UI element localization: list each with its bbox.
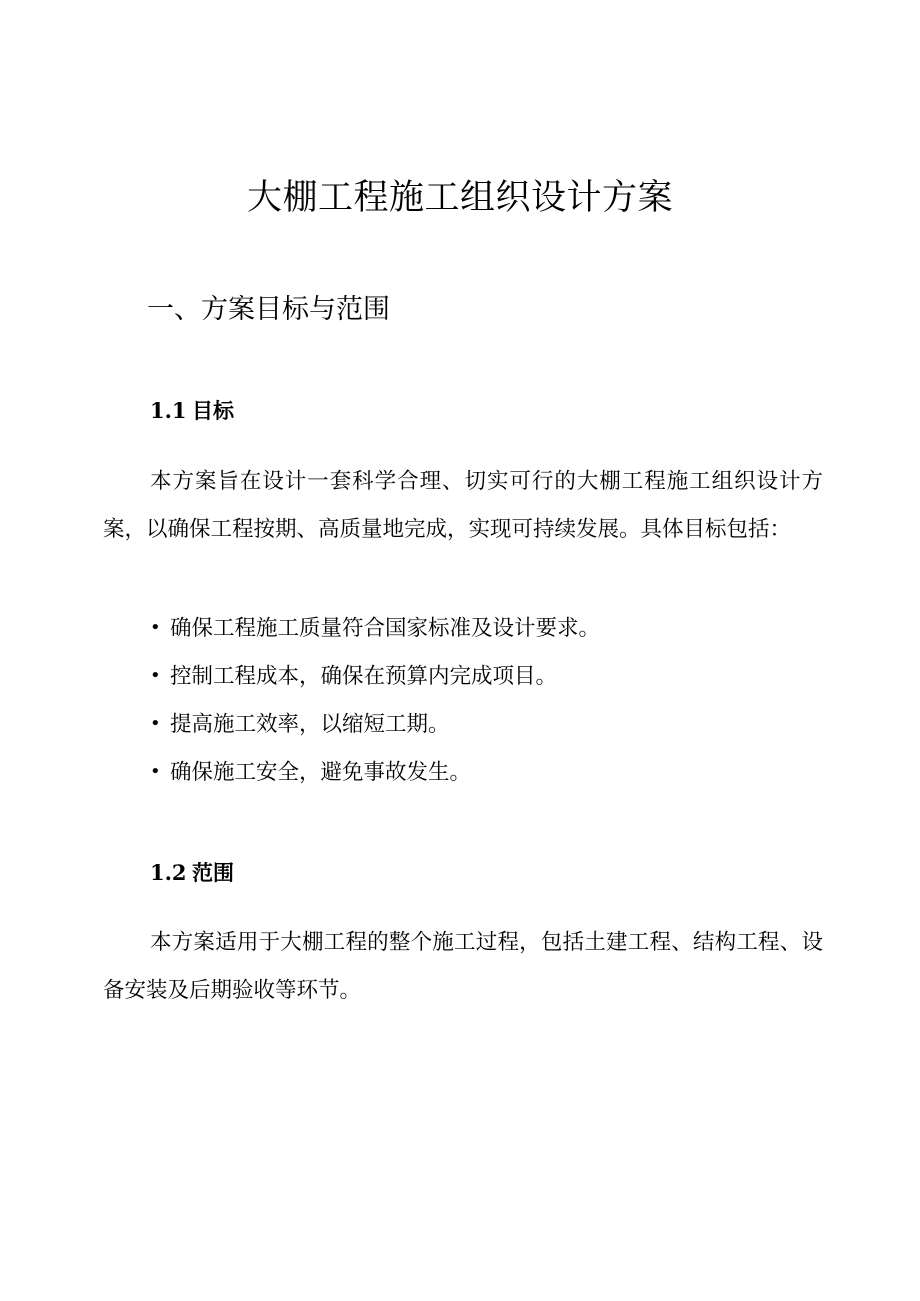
- list-item: [150, 748, 600, 796]
- bullet-icon: •: [150, 713, 161, 734]
- list-item-text: 提高施工效率，以缩短工期。: [170, 712, 450, 737]
- section-heading: 一、方案目标与范围: [147, 294, 390, 325]
- subsection-heading-scope: [150, 858, 234, 888]
- subsection-number: 1.2: [150, 860, 187, 885]
- list-item-text: 确保施工安全，避免事故发生。: [170, 760, 472, 785]
- scope-paragraph: 本方案适用于大棚工程的整个施工过程，包括土建工程、结构工程、设备安装及后期验收等环节。: [103, 930, 823, 1003]
- bullet-icon: •: [150, 761, 161, 782]
- list-item-text: 确保工程施工质量符合国家标准及设计要求。: [170, 616, 601, 641]
- subsection-title: 范围: [192, 860, 234, 885]
- bullet-icon: •: [150, 617, 161, 638]
- list-item: [150, 604, 600, 652]
- list-item: [150, 700, 600, 748]
- subsection-heading-goal: [150, 396, 234, 426]
- list-item: [150, 652, 600, 700]
- bullet-icon: •: [150, 665, 161, 686]
- list-item-text: 控制工程成本，确保在预算内完成项目。: [170, 664, 558, 689]
- document-title: 大棚工程施工组织设计方案: [246, 178, 673, 218]
- subsection-number: 1.1: [150, 398, 187, 423]
- goal-paragraph: 本方案旨在设计一套科学合理、切实可行的大棚工程施工组织设计方案，以确保工程按期、高质量地完成，实现可持续发展。具体目标包括：: [103, 469, 823, 542]
- subsection-title: 目标: [192, 398, 234, 423]
- goal-bullet-list: [150, 604, 600, 796]
